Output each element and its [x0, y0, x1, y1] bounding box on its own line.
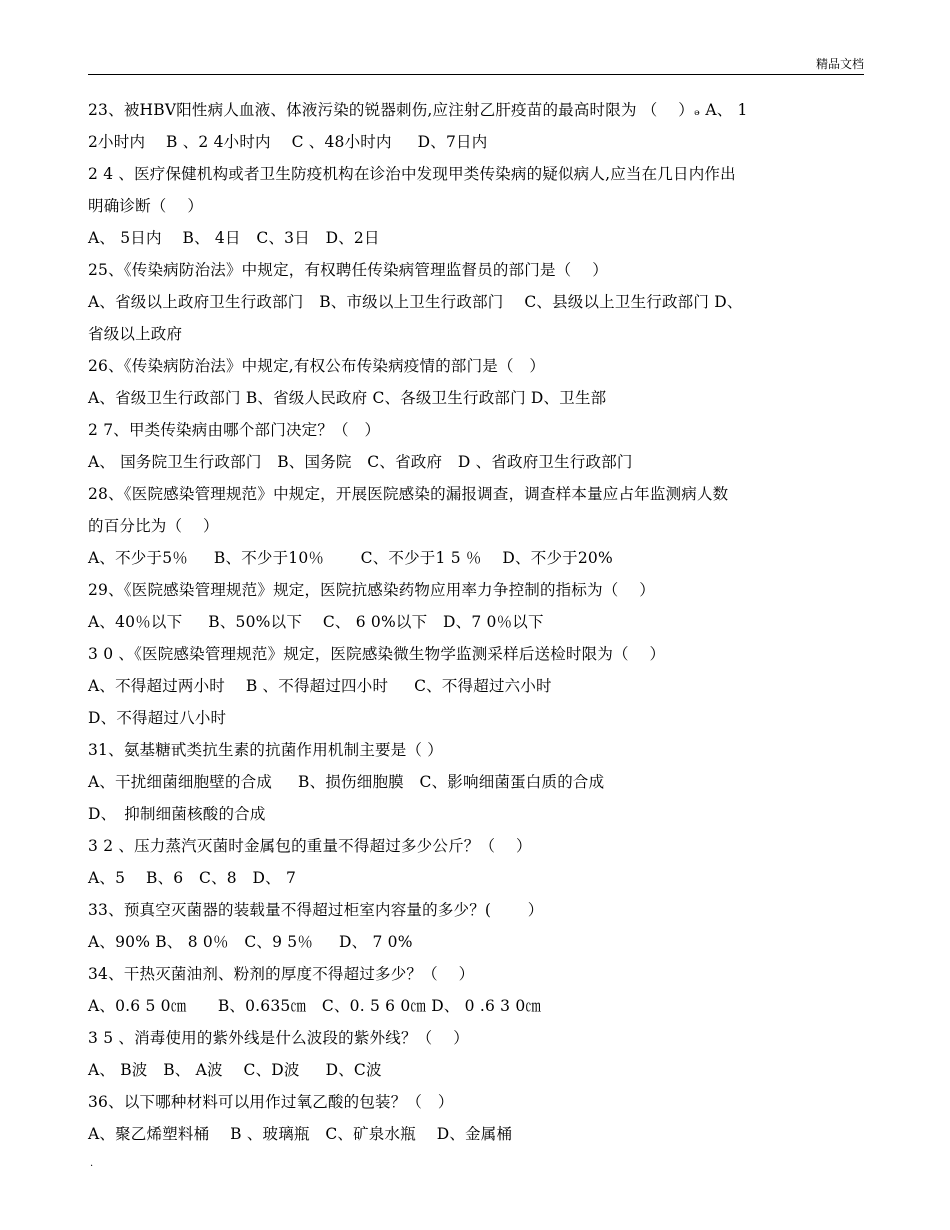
text-line: 33、预真空灭菌器的装载量不得超过柜室内容量的多少？( ）	[88, 901, 544, 919]
text-line: 36、以下哪种材料可以用作过氧乙酸的包装？（ ）	[88, 1093, 454, 1111]
text-line: 2小时内 B 、2 4小时内 C 、48小时内 D、7日内	[88, 133, 488, 151]
header-label: 精品文档	[815, 57, 864, 71]
text-line: A、不得超过两小时 B 、不得超过四小时 C、不得超过六小时	[88, 677, 552, 695]
text-line: 3 2 、压力蒸汽灭菌时金属包的重量不得超过多少公斤？（ ）	[88, 837, 532, 855]
text-line: A、干扰细菌细胞壁的合成 B、损伤细胞膜 C、影响细菌蛋白质的合成	[88, 773, 605, 791]
text-line: 31、氨基糖甙类抗生素的抗菌作用机制主要是（ ）	[88, 741, 443, 759]
footer-dot: .	[90, 1158, 94, 1169]
document-body	[88, 94, 878, 1150]
text-line: 省级以上政府	[88, 325, 183, 343]
text-line: 34、干热灭菌油剂、粉剂的厚度不得超过多少？（ ）	[88, 965, 475, 983]
text-line: 23、被HBV阳性病人血液、体液污染的锐器刺伤,应注射乙肝疫苗的最高时限为 （ ）ₔ A、 1	[88, 101, 748, 119]
text-line: 3 0 、《医院感染管理规范》规定，医院感染微生物学监测采样后送检时限为（ ）	[88, 645, 666, 663]
text-line: 29、《医院感染管理规范》规定，医院抗感染药物应用率力争控制的指标为（ ）	[88, 581, 656, 599]
text-line: 25、《传染病防治法》中规定，有权聘任传染病管理监督员的部门是（ ）	[88, 261, 608, 279]
text-line: 2 4 、医疗保健机构或者卫生防疫机构在诊治中发现甲类传染病的疑似病人,应当在几日内作出	[88, 165, 736, 183]
text-line: A、90% B、 8 0％ C、9 5％ D、 7 0%	[88, 933, 413, 951]
text-line: A、省级卫生行政部门 B、省级人民政府 C、各级卫生行政部门 D、卫生部	[88, 389, 607, 407]
text-line: 3 5 、消毒使用的紫外线是什么波段的紫外线？（ ）	[88, 1029, 469, 1047]
text-line: A、聚乙烯塑料桶 B 、玻璃瓶 C、矿泉水瓶 D、金属桶	[88, 1125, 513, 1143]
text-line: D、 抑制细菌核酸的合成	[88, 805, 266, 823]
text-line: A、 5日内 B、 4日 C、3日 D、2日	[88, 229, 380, 247]
page-header	[88, 52, 864, 75]
text-line: 2 7、甲类传染病由哪个部门决定？（ ）	[88, 421, 381, 439]
text-line: A、不少于5％ B、不少于10％ C、不少于1 5 ％ D、不少于20%	[88, 549, 613, 567]
text-line: A、5 B、6 C、8 D、 7	[88, 869, 297, 887]
text-line: A、40％以下 B、50%以下 C、 6 0%以下 D、7 0％以下	[88, 613, 544, 631]
text-line: A、 B波 B、 A波 C、D波 D、C波	[88, 1061, 382, 1079]
text-line: A、 国务院卫生行政部门 B、国务院 C、省政府 D 、省政府卫生行政部门	[88, 453, 633, 471]
text-line: 的百分比为（ ）	[88, 517, 219, 535]
text-line: 明确诊断（ ）	[88, 197, 204, 215]
text-line: D、不得超过八小时	[88, 709, 227, 727]
text-line: 26、《传染病防治法》中规定,有权公布传染病疫情的部门是（ ）	[88, 357, 546, 375]
text-line: A、省级以上政府卫生行政部门 B、市级以上卫生行政部门 C、县级以上卫生行政部门 D、	[88, 293, 743, 311]
text-line: 28、《医院感染管理规范》中规定，开展医院感染的漏报调查，调查样本量应占年监测病人数	[88, 485, 729, 503]
text-line: A、0.6 5 0㎝ B、0.635㎝ C、0. 5 6 0㎝ D、 0 .6 3 0㎝	[88, 997, 542, 1015]
